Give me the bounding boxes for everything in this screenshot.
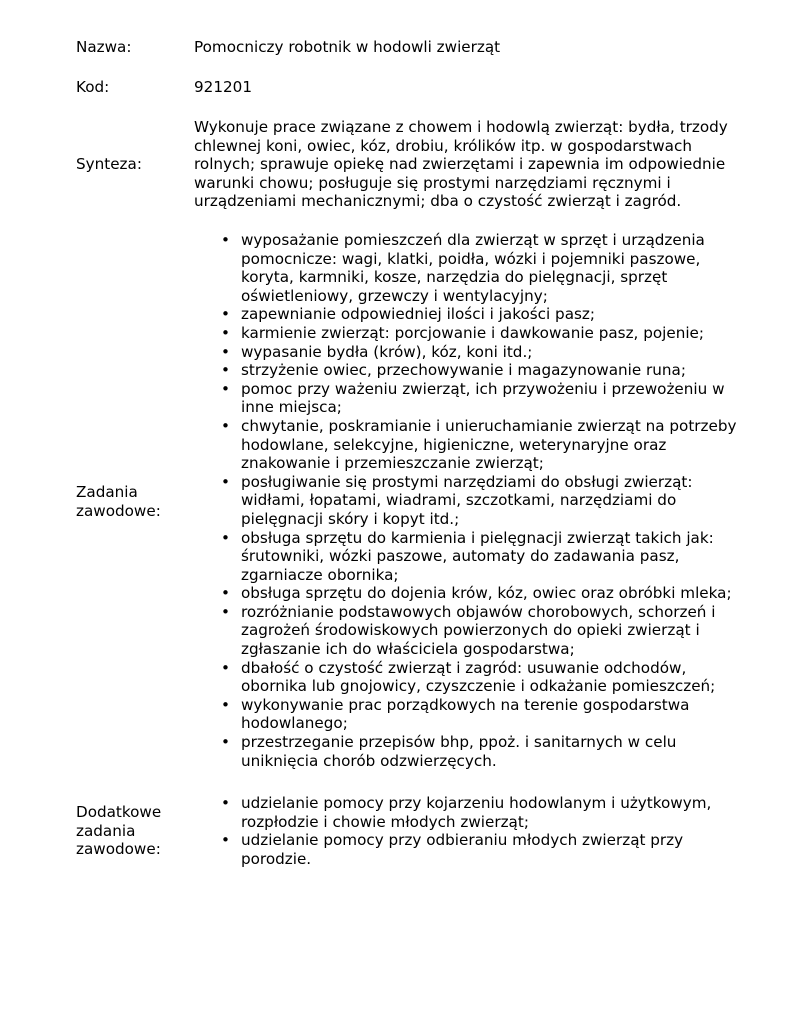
kod-value: 921201 [194,78,252,96]
zadania-list [194,231,754,770]
task-item: • chwytanie, poskramianie i unieruchamianie zwierząt na potrzeby hodowlane, selekcyjne, higieniczne, weterynaryjne oraz znakowanie i przemieszczanie zwierząt; [194,417,754,473]
zadania-label: Zadania zawodowe: [76,483,161,520]
nazwa-label: Nazwa: [76,38,132,56]
synteza-label: Synteza: [76,155,142,173]
synteza-value: Wykonuje prace związane z chowem i hodowlą zwierząt: bydła, trzody chlewnej koni, owiec, kóz, drobiu, królików itp. w gospodarstwach rolnych; sprawuje opiekę nad zwierzętami i zapewnia im odpowiednie warunki chowu; posługuje się prostymi narzędziami ręcznymi i urządzeniami mechanicznymi; dba o czystość zwierząt i zagród. [194,118,728,211]
task-item: • pomoc przy ważeniu zwierząt, ich przywożeniu i przewożeniu w inne miejsca; [194,380,754,417]
task-item: • rozróżnianie podstawowych objawów chorobowych, schorzeń i zagrożeń środowiskowych powierzonych do opieki zwierząt i zgłaszanie ich do właściciela gospodarstwa; [194,603,754,659]
nazwa-value: Pomocniczy robotnik w hodowli zwierząt [194,38,501,56]
task-item: • zapewnianie odpowiedniej ilości i jakości pasz; [194,305,754,324]
task-item: • karmienie zwierząt: porcjowanie i dawkowanie pasz, pojenie; [194,324,754,343]
task-item: • wyposażanie pomieszczeń dla zwierząt w sprzęt i urządzenia pomocnicze: wagi, klatki, poidła, wózki i pojemniki paszowe, koryta, karmniki, kosze, narzędzia do pielęgnacji, sprzęt oświetleniowy, grzewczy i wentylacyjny; [194,231,754,305]
task-item: • wypasanie bydła (krów), kóz, koni itd.; [194,343,754,362]
task-item: • obsługa sprzętu do dojenia krów, kóz, owiec oraz obróbki mleka; [194,584,754,603]
dodatkowe-list [194,794,754,868]
task-item: • obsługa sprzętu do karmienia i pielęgnacji zwierząt takich jak: śrutowniki, wózki paszowe, automaty do zadawania pasz, zgarniacze obornika; [194,529,754,585]
kod-label: Kod: [76,78,110,96]
task-item: • przestrzeganie przepisów bhp, ppoż. i sanitarnych w celu uniknięcia chorób odzwierzęcych. [194,733,754,770]
task-item: • posługiwanie się prostymi narzędziami do obsługi zwierząt: widłami, łopatami, wiadrami, szczotkami, narzędziami do pielęgnacji skóry i kopyt itd.; [194,473,754,529]
additional-task-item: • udzielanie pomocy przy odbieraniu młodych zwierząt przy porodzie. [194,831,754,868]
task-item: • dbałość o czystość zwierząt i zagród: usuwanie odchodów, obornika lub gnojowicy, czyszczenie i odkażanie pomieszczeń; [194,659,754,696]
task-item: • strzyżenie owiec, przechowywanie i magazynowanie runa; [194,361,754,380]
additional-task-item: • udzielanie pomocy przy kojarzeniu hodowlanym i użytkowym, rozpłodzie i chowie młodych zwierząt; [194,794,754,831]
dodatkowe-label: Dodatkowe zadania zawodowe: [76,803,162,859]
task-item: • wykonywanie prac porządkowych na terenie gospodarstwa hodowlanego; [194,696,754,733]
